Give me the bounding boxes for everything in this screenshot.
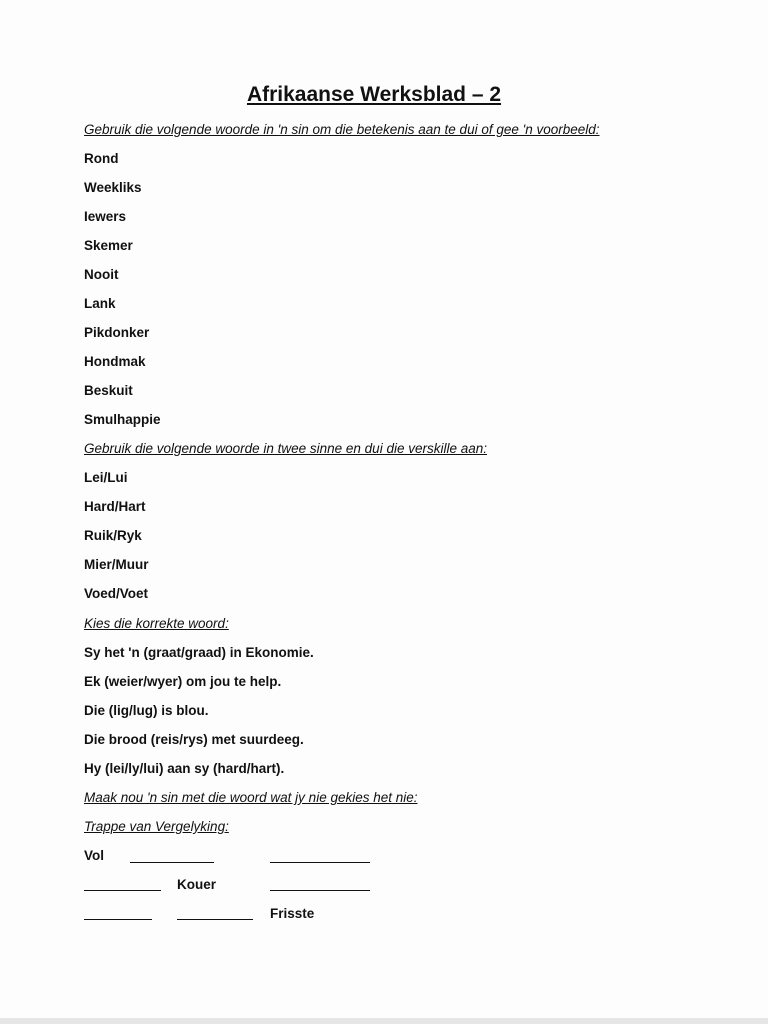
comparison-label-frisste: Frisste bbox=[270, 906, 315, 921]
section5-instruction: Trappe van Vergelyking: bbox=[84, 819, 229, 834]
section3-instruction: Kies die korrekte woord: bbox=[84, 616, 229, 631]
answer-blank bbox=[177, 919, 253, 920]
section3-sentence: Die brood (reis/rys) met suurdeeg. bbox=[84, 732, 304, 747]
section3-sentence: Die (lig/lug) is blou. bbox=[84, 703, 209, 718]
section1-word: Iewers bbox=[84, 209, 127, 224]
section3-sentence: Hy (lei/ly/lui) aan sy (hard/hart). bbox=[84, 761, 285, 776]
answer-blank bbox=[84, 890, 161, 891]
section1-word: Skemer bbox=[84, 238, 133, 253]
answer-blank bbox=[130, 862, 214, 863]
section1-word: Pikdonker bbox=[84, 325, 150, 340]
section2-instruction: Gebruik die volgende woorde in twee sinne en dui die verskille aan: bbox=[84, 441, 487, 456]
answer-blank bbox=[270, 862, 370, 863]
section2-word: Voed/Voet bbox=[84, 586, 149, 601]
page-title: Afrikaanse Werksblad – 2 bbox=[246, 83, 502, 106]
section3-sentence: Sy het 'n (graat/graad) in Ekonomie. bbox=[84, 645, 314, 660]
section1-word: Hondmak bbox=[84, 354, 146, 369]
answer-blank bbox=[84, 919, 152, 920]
section4-instruction: Maak nou 'n sin met die woord wat jy nie gekies het nie: bbox=[84, 790, 418, 805]
section2-word: Mier/Muur bbox=[84, 557, 149, 572]
section1-instruction: Gebruik die volgende woorde in 'n sin om die betekenis aan te dui of gee 'n voorbeeld: bbox=[84, 122, 600, 137]
section3-sentence: Ek (weier/wyer) om jou te help. bbox=[84, 674, 282, 689]
section1-word: Smulhappie bbox=[84, 412, 161, 427]
comparison-label-vol: Vol bbox=[84, 848, 104, 863]
section1-word: Rond bbox=[84, 151, 119, 166]
section2-word: Hard/Hart bbox=[84, 499, 146, 514]
section2-word: Lei/Lui bbox=[84, 470, 128, 485]
section1-word: Weekliks bbox=[84, 180, 142, 195]
section1-word: Beskuit bbox=[84, 383, 133, 398]
comparison-label-kouer: Kouer bbox=[177, 877, 217, 892]
section1-word: Lank bbox=[84, 296, 116, 311]
scan-edge bbox=[0, 1018, 768, 1024]
section2-word: Ruik/Ryk bbox=[84, 528, 142, 543]
section1-word: Nooit bbox=[84, 267, 119, 282]
answer-blank bbox=[270, 890, 370, 891]
